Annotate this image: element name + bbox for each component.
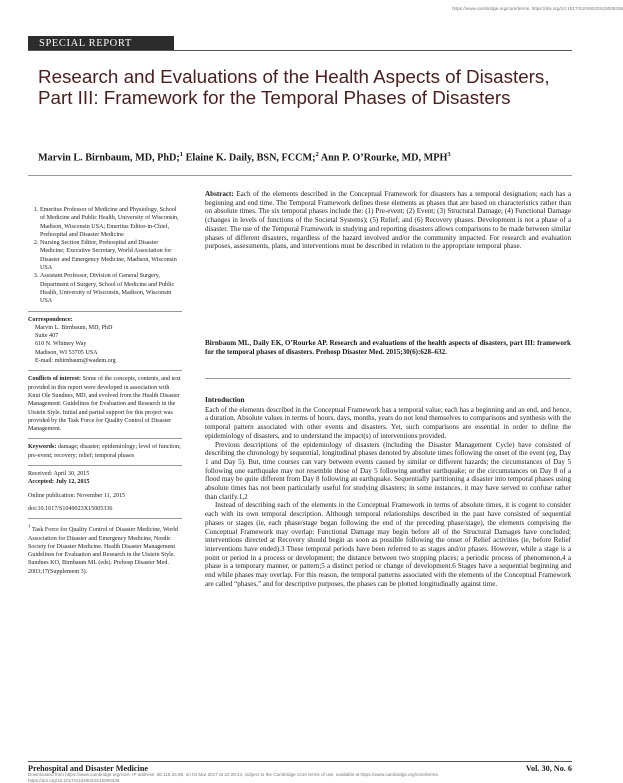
correspondence-line: Marvin L. Birnbaum, MD, PhD (35, 324, 113, 331)
abstract-text: Each of the elements described in the Conceptual Framework for disasters has a temporal designation; each has a beginning and end time. The Temporal Framework defines these elements as phases that are based on characteristics rather than on absolute times. The six temporal phases include the: (1) Pre-event; (2) Event; (3) Structural Damage; (4) Functional Damage (changes in levels of functions of the Societal Systems); (5) Relief; and (6) Recovery phases. Development is not a phase of a disaster. The use of the Temporal Framework in studying and reporting disasters allows comparisons to be made between similar phases of different disasters, regardless of the hazard involved and/or the community impacted. For research and evaluation purposes, assessments, plans, and interventions must be described in relation to the appropriate temporal phase. (205, 190, 571, 251)
sidebar-divider (28, 465, 182, 466)
correspondence-block (28, 316, 182, 366)
keywords-block (28, 443, 182, 460)
conflicts-text: Some of the concepts, contents, and text provided in this report were developed in association with Knut Ole Sundnes, MD, and evolved from the Health Disaster Management: Guidelines for Evaluation and Research in the Utstein Style. Initial and partial support for this project was provided by the Task Force for Quality Control of Disaster Management. (28, 376, 181, 433)
download-notice: Downloaded from https://www.cambridge.org/core. IP address: 68.115.33.68, on 04 Mar 2017 at 22:28:43, subject to the Cambridge Core terms of use, available at https://www.cambridge.org/core/terms. (28, 772, 439, 777)
keywords-label: Keywords: (28, 444, 57, 451)
footnote: † Task Force for Quality Control of Disaster Medicine, World Association for Disaster and Emergency Medicine, Nordic Society for Disaster Medicine. Health Disaster Management Guidelines for Evaluation and Research in the Utstein Style. Sundnes KO, Birnbaum ML (eds). Prehosp Disaster Med. 2003;17(Supplement 3). (28, 524, 179, 575)
correspondence-label: Correspondence: (28, 316, 73, 323)
received-date: Received: April 30, 2015 (28, 471, 90, 478)
author-affiliation-mark: 2 (315, 151, 319, 158)
author-rule (28, 175, 572, 176)
conflicts-label: Conflicts of interest: (28, 376, 82, 383)
online-date: Online publication: November 11, 2015 (28, 492, 126, 499)
abstract-rule (205, 378, 571, 379)
affiliation-item: 1. Emeritus Professor of Medicine and Physiology, School of Medicine and Public Health, University of Wisconsin, Madison, Wisconsin USA; Emeritus Editor-in-Chief, Prehospital and Disaster Medicine (40, 206, 182, 239)
author-name: Elaine K. Daily, BSN, FCCM; (185, 152, 316, 164)
section-heading: Introduction (205, 395, 245, 404)
affiliation-item: 2. Nursing Section Editor, Prehospital and Disaster Medicine; Executive Secretary, World Association for Disaster and Emergency Medicine, Madison, Wisconsin USA (40, 239, 182, 272)
left-sidebar (28, 206, 182, 576)
affiliation-item: 3. Assistant Professor, Division of General Surgery, Department of Surgery, School of Medicine and Public Health, University of Wisconsin, Madison, Wisconsin USA (40, 272, 182, 305)
sidebar-divider (28, 311, 182, 312)
footer-rule (28, 761, 572, 762)
sidebar-divider (28, 370, 182, 371)
correspondence-line: Madison, WI 53705 USA (35, 349, 98, 356)
author-name: Ann P. O’Rourke, MD, MPH (320, 152, 448, 164)
author-affiliation-mark: 3 (447, 151, 451, 158)
author-affiliation-mark: 1 (179, 151, 184, 158)
abstract (205, 190, 571, 251)
correspondence-line: 610 N. Whitney Way (35, 341, 87, 348)
section-banner: SPECIAL REPORT (28, 36, 174, 51)
correspondence-line: Suite 407 (35, 333, 59, 340)
citation: Birnbaum ML, Daily EK, O’Rourke AP. Research and evaluations of the health aspects of disasters, part III: framework for the temporal phases of disasters. Prehosp Disaster Med. 2015;30(6):628–632. (205, 339, 571, 356)
volume-issue: Vol. 30, No. 6 (525, 764, 572, 773)
doi[interactable]: doi:10.1017/S1049023X15005336 (28, 505, 113, 512)
download-doi[interactable]: https://doi.org/10.1017/S1049023X15005336 (28, 778, 120, 783)
sidebar-divider (28, 438, 182, 439)
conflicts-block (28, 375, 182, 433)
keywords-text: damage; disaster; epidemiology; level of function; pre-event; recovery; relief; temporal phases (28, 444, 181, 459)
body-paragraph: Previous descriptions of the epidemiology of disasters (including the Disaster Management Cycle) have consisted of describing the chronology by sequential, longitudinal phases denoted by absolute times following the onset of the event (eg, Day 1 and Day 5). But, time courses can vary between events caused by similar or different hazards; the circumstances of Day 5 following one earthquake may not resemble those of Day 5 following another earthquake; or the circumstances on Day 8 of a flood may be quite different from Day 8 following an earthquake. Sequentially partitioning a disaster into temporal phases using absolute times has not been particularly useful for studying disasters; in some instances, it may have served to confuse rather than clarify.1,2 (205, 440, 571, 501)
author-list (38, 151, 578, 163)
introduction-section (205, 396, 571, 588)
body-paragraph: Each of the elements described in the Conceptual Framework has a temporal value; each has a beginning and an end, and hence, a duration. Absolute values in terms of hours, days, months, years do not lend themselves to comparisons and synthesis with the temporal pattern associated with other events and disasters. Yet, such comparisons are essential in order to define the epidemiology of disasters, and to understand the impact(s) of interventions provided. (205, 405, 571, 440)
footnote-text: Task Force for Quality Control of Disaster Medicine, World Association for Disaster and Emergency Medicine, Nordic Society for Disaster Medicine. Health Disaster Management Guidelines for Evaluation and Research in the Utstein Style. Sundnes KO, Birnbaum ML (eds). Prehosp Disaster Med. 2003;17(Supplement 3). (28, 527, 179, 575)
dates-block (28, 470, 182, 513)
correspondence-email: E-mail: mbirnbaum@wadem.org (35, 358, 116, 365)
top-rule (28, 50, 572, 51)
author-name: Marvin L. Birnbaum, MD, PhD; (38, 152, 180, 164)
affiliation-list (28, 206, 182, 306)
body-paragraph: Instead of describing each of the elements in the Conceptual Framework in terms of absolute times, it is cogent to consider each with its own temporal description. Although temporal relationships described in the past have consisted of sequential phases or stages (ie, each phase/stage began following the end of the preceding phase/stage), the elements comprising the Conceptual Framework may overlap: Functional Damage may begin before all of the Structural Damages have concluded; interventions directed at Recovery should begin as soon as possible following the onset of Relief activities (ie, before Relief interventions have ended).3 These temporal periods have been referred to as stages and/or phases. However, while a stage is a point or period in a process or development; the distance between two stopping places; a periodic process of phenomenon,4 a phase is a temporary manner, or pattern;5 a distinct period or change of development.6 Stages have a sequential beginning and end while phases may overlap. For this reason, the temporal patterns associated with the elements of the Conceptual Framework are called “phases,” and for descriptive purposes, the phases can be plotted longitudinally against time. (205, 501, 571, 588)
accepted-date: Accepted: July 12, 2015 (28, 479, 90, 486)
sidebar-divider (28, 518, 182, 519)
journal-name: Prehospital and Disaster Medicine (28, 764, 149, 773)
abstract-label: Abstract: (205, 190, 234, 198)
download-url-header: https://www.cambridge.org/core/terms. https://doi.org/10.1017/S1049023X15005336 (452, 6, 623, 11)
article-title: Research and Evaluations of the Health Aspects of Disasters, Part III: Framework for the Temporal Phases of Disasters (38, 66, 550, 108)
